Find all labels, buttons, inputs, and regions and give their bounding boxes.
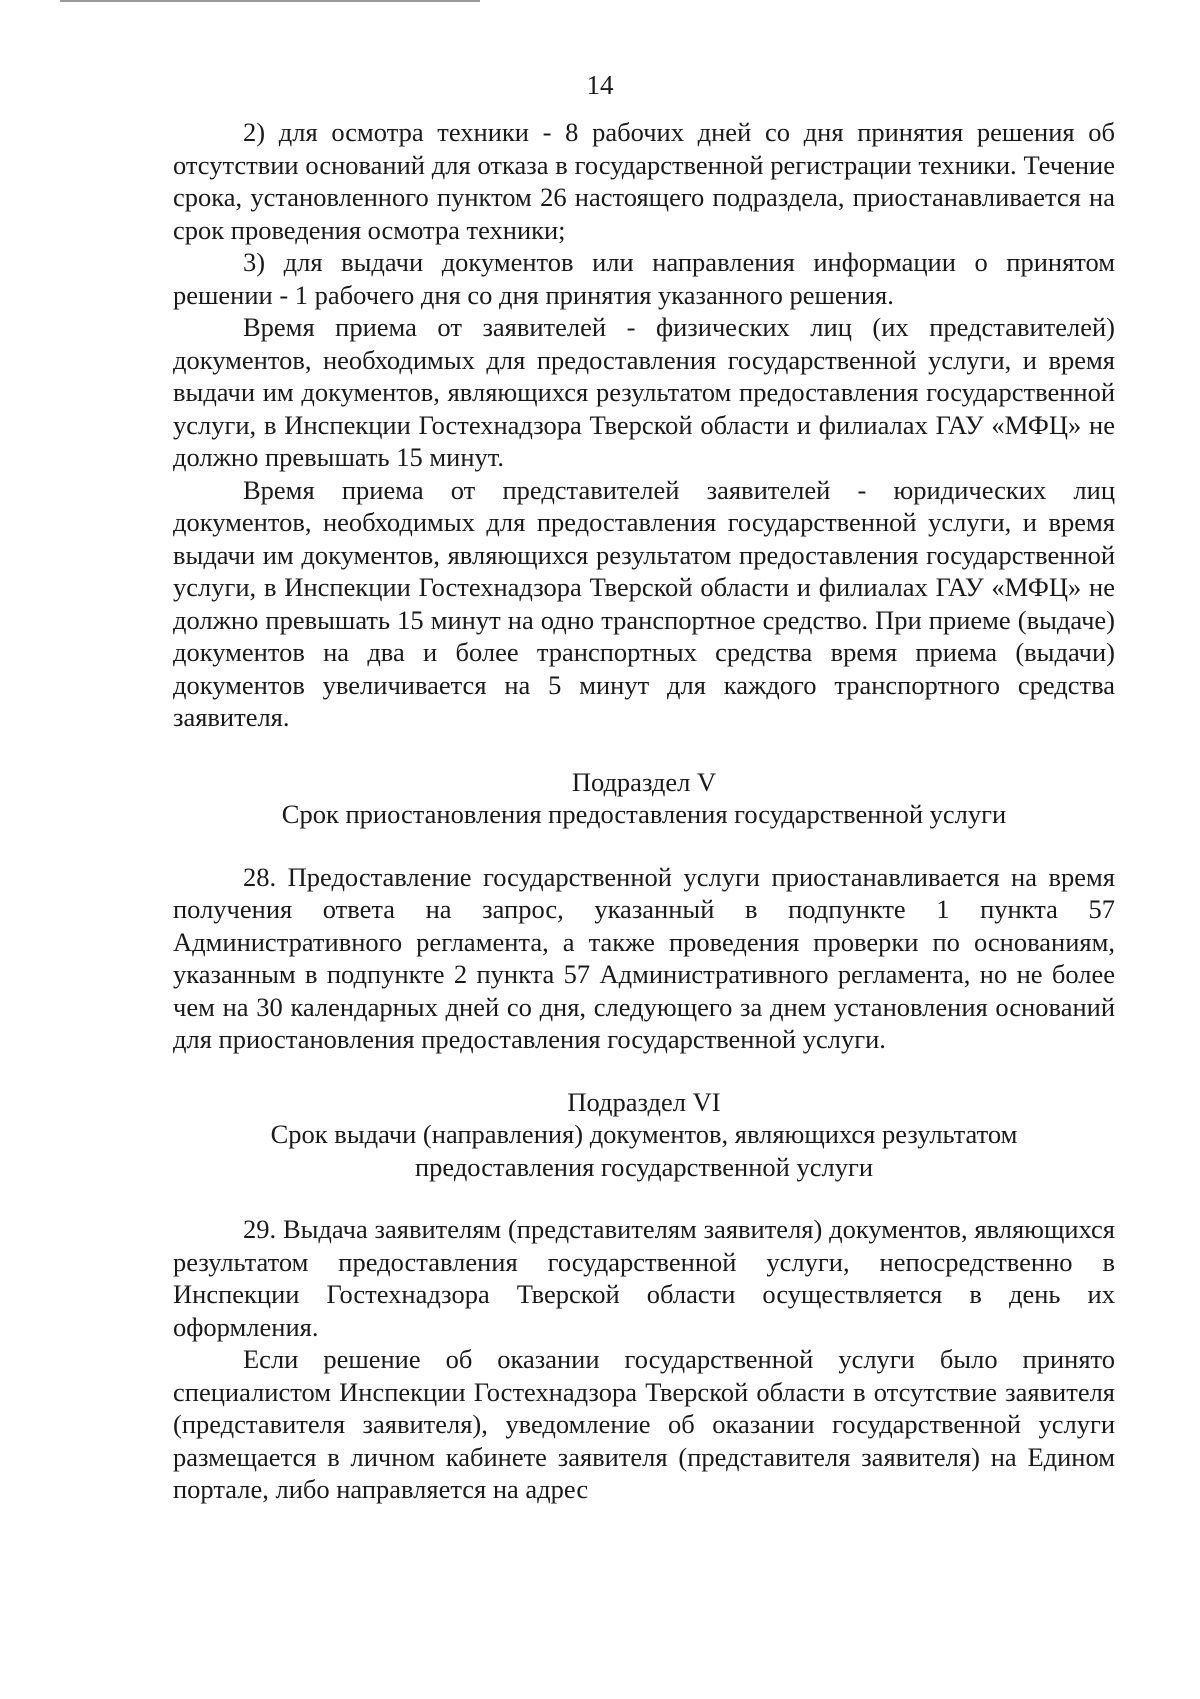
page-number: 14	[586, 70, 614, 100]
paragraph-issue-term: 3) для выдачи документов или направления информации о принятом решении - 1 рабочего дня со дня принятия указанного решения.	[173, 247, 1115, 310]
scan-edge-line	[60, 0, 480, 2]
paragraph-inspection-term: 2) для осмотра техники - 8 рабочих дней со дня принятия решения об отсутствии оснований для отказа в государственной регистрации техники. Течение срока, установленного пунктом 26 настоящего подраздела, приостанавливается на срок проведения осмотра техники;	[173, 117, 1115, 245]
section-6-label: Подраздел VI	[567, 1086, 721, 1117]
section-5-label: Подраздел V	[571, 766, 717, 797]
section-5-title: Срок приостановления предоставления государственной услуги	[281, 799, 1007, 829]
paragraph-notification: Если решение об оказании государственной услуги было принято специалистом Инспекции Гостехнадзора Тверской области в отсутствие заявителя (представителя заявителя), уведомление об оказании государственной услуги размещается в личном кабинете заявителя (представителя заявителя) на Едином портале, либо направляется на адрес	[173, 1344, 1115, 1504]
paragraph-individuals-time: Время приема от заявителей - физических лиц (их представителей) документов, необходимых для предоставления государственной услуги, и время выдачи им документов, являющихся результатом предоставления государственной услуги, в Инспекции Гостехнадзора Тверской области и филиалах ГАУ «МФЦ» не должно превышать 15 минут.	[173, 312, 1115, 472]
section-6-title-line2: предоставления государственной услуги	[414, 1151, 874, 1182]
paragraph-legal-entities-time: Время приема от представителей заявителей - юридических лиц документов, необходимых для предоставления государственной услуги, и время выдачи им документов, являющихся результатом предоставления государственной услуги, в Инспекции Гостехнадзора Тверской области и филиалах ГАУ «МФЦ» не должно превышать 15 минут на одно транспортное средство. При приеме (выдаче) документов на два и более транспортных средства время приема (выдачи) документов увеличивается на 5 минут для каждого транспортного средства заявителя.	[173, 474, 1115, 732]
section-6-title-line1: Срок выдачи (направления) документов, являющихся результатом	[270, 1119, 1018, 1149]
paragraph-29: 29. Выдача заявителям (представителям заявителя) документов, являющихся результатом предоставления государственной услуги, непосредственно в Инспекции Гостехнадзора Тверской области осуществляется в день их оформления.	[173, 1214, 1115, 1342]
document-body	[173, 116, 1115, 1506]
paragraph-28: 28. Предоставление государственной услуги приостанавливается на время получения ответа на запрос, указанный в подпункте 1 пункта 57 Административного регламента, а также проведения проверки по основаниям, указанным в подпункте 2 пункта 57 Административного регламента, но не более чем на 30 календарных дней со дня, следующего за днем установления оснований для приостановления предоставления государственной услуги.	[173, 861, 1115, 1054]
